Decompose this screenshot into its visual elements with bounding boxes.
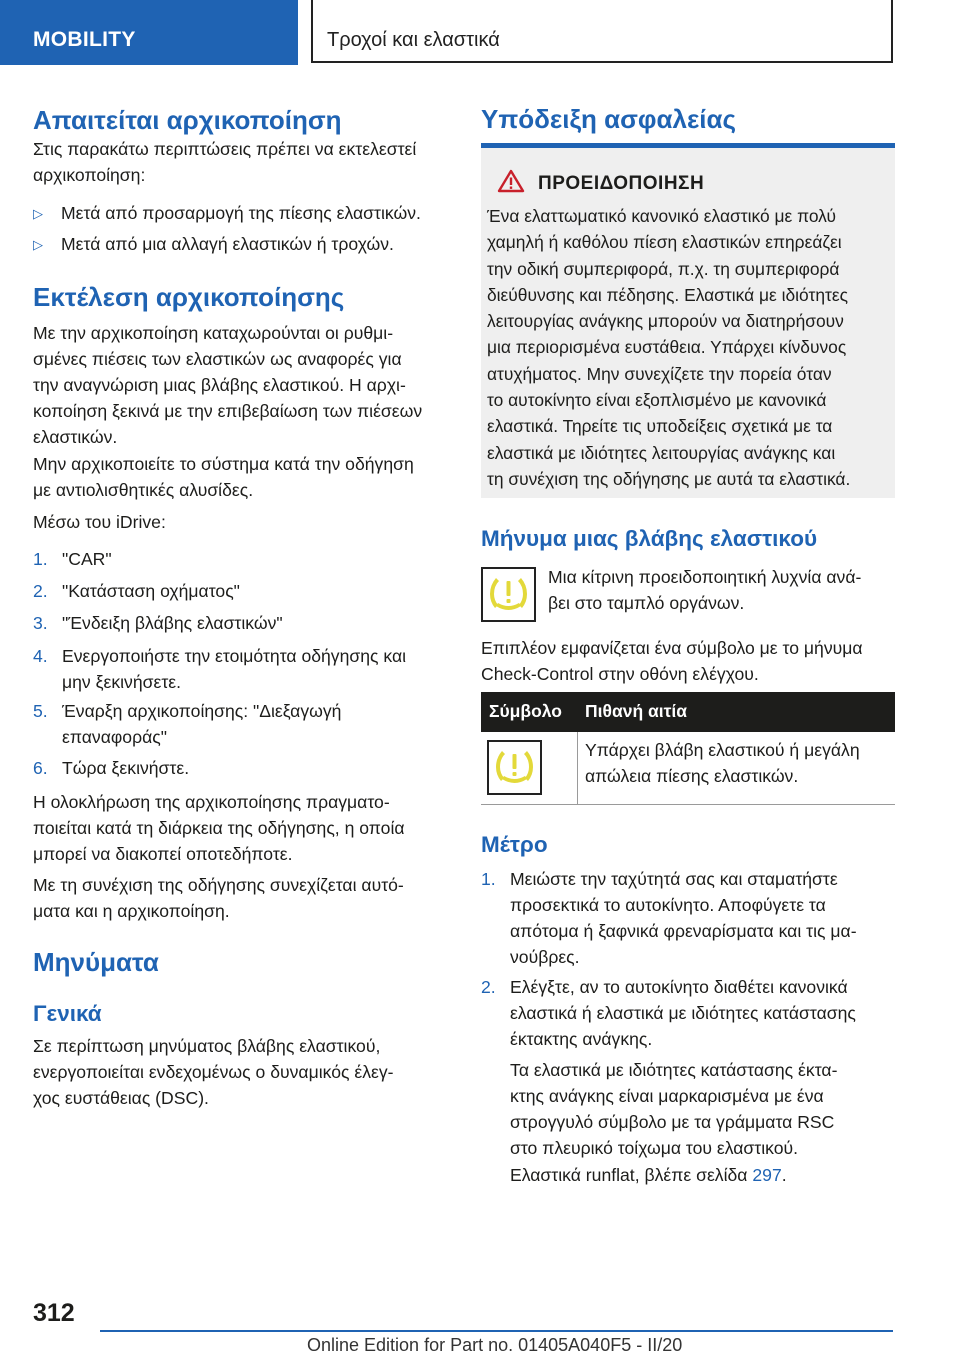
warning-box <box>481 143 895 498</box>
warning-title: ΠΡΟΕΙΔΟΠΟΙΗΣΗ <box>538 173 705 194</box>
step-text: Ελέγξτε, αν το αυτοκίνητο διαθέτει κανονικά <box>510 977 848 997</box>
table-bottom-rule <box>481 804 895 805</box>
step-text: "Κατάσταση οχήματος" <box>62 581 240 601</box>
text-line: Μια κίτρινη προειδοποιητική λυχνία ανά- <box>548 567 862 587</box>
text-line: ενεργοποιείται ενδεχομένως ο δυναμικός έλεγ- <box>33 1062 394 1082</box>
step-text: μην ξεκινήσετε. <box>62 672 181 692</box>
text-line: στο πλευρικό τοίχωμα του ελαστικού. <box>510 1138 799 1158</box>
tire-pressure-warning-icon <box>481 567 536 622</box>
text-line: χαμηλή ή καθόλου πίεση ελαστικών επηρεάζει <box>487 232 842 253</box>
init-required-intro <box>33 136 416 188</box>
edition-text: Online Edition for Part no. 01405A040F5 - II/20 <box>307 1335 683 1355</box>
text-line: με αντιολισθητικές αλυσίδες. <box>33 480 254 500</box>
text-line: βει στο ταμπλό οργάνων. <box>548 593 745 613</box>
heading-general: Γενικά <box>33 1001 102 1026</box>
text-line: Check-Control στην οθόνη ελέγχου. <box>481 664 759 684</box>
execute-para-5 <box>33 872 404 924</box>
page-number: 312 <box>33 1299 75 1327</box>
text-line: Η ολοκλήρωση της αρχικοποίησης πραγματο- <box>33 792 390 812</box>
step-text: νούβρες. <box>510 947 580 967</box>
step-text: προσεκτικά το αυτοκίνητο. Αποφύγετε τα <box>510 895 826 915</box>
text-line: την αναγνώριση μιας βλάβης ελαστικού. Η αρχι- <box>33 375 406 395</box>
text-line: Επιπλέον εμφανίζεται ένα σύμβολο με το μήνυμα <box>481 638 863 658</box>
step-item <box>33 610 453 636</box>
chapter-label: Τροχοί και ελαστικά <box>327 29 500 51</box>
text-line: ματα και η αρχικοποίηση. <box>33 901 230 921</box>
step-item <box>33 643 453 695</box>
step-text: Ενεργοποιήστε την ετοιμότητα οδήγησης και <box>62 646 407 666</box>
heading-execute-init: Εκτέλεση αρχικοποίησης <box>33 282 345 312</box>
heading-tire-fault-message: Μήνυμα μιας βλάβης ελαστικού <box>481 526 818 551</box>
table-header <box>481 692 895 732</box>
heading-measure: Μέτρο <box>481 832 548 857</box>
text-line: ελαστικά. Τηρείτε τις υποδείξεις σχετικά με τα <box>487 416 833 437</box>
page-reference-link[interactable]: 297 <box>752 1165 782 1185</box>
step-text: "Ένδειξη βλάβης ελαστικών" <box>62 613 283 633</box>
execute-para-2 <box>33 451 414 503</box>
execute-para-3: Μέσω του iDrive: <box>33 512 166 532</box>
measure-sub-para-2 <box>510 1162 787 1188</box>
step-text: απότομα ή ξαφνικά φρεναρίσματα και τις μα- <box>510 921 857 941</box>
text-line: χος ευστάθειας (DSC). <box>33 1088 209 1108</box>
bullet-triangle-icon: ▷ <box>33 206 43 221</box>
text-line: το αυτοκίνητο είναι εξοπλισμένο με κανονικά <box>487 390 827 411</box>
step-number: 3. <box>33 613 48 633</box>
text-span: . <box>781 1165 787 1185</box>
step-item <box>33 698 453 750</box>
text-line: Στις παρακάτω περιπτώσεις πρέπει να εκτελεστεί <box>33 139 417 159</box>
step-number: 2. <box>481 977 496 997</box>
text-line: την οδική συμπεριφορά, π.χ. τη συμπεριφορά <box>487 258 840 279</box>
measure-item <box>481 866 895 970</box>
execute-para-4 <box>33 789 405 867</box>
table-col-cause: Πιθανή αιτία <box>585 701 688 721</box>
heading-safety-note: Υπόδειξη ασφαλείας <box>481 104 737 134</box>
tire-pressure-warning-icon <box>487 740 542 795</box>
step-text: έκτακτης ανάγκης. <box>510 1029 653 1049</box>
step-number: 5. <box>33 701 48 721</box>
bullet-text: Μετά από προσαρμογή της πίεσης ελαστικών. <box>61 203 421 223</box>
step-number: 6. <box>33 758 48 778</box>
text-line: Μην αρχικοποιείτε το σύστημα κατά την οδήγηση <box>33 454 414 474</box>
step-number: 1. <box>481 869 496 889</box>
text-line: Τα ελαστικά με ιδιότητες κατάστασης έκτα- <box>510 1060 838 1080</box>
text-line: αρχικοποίηση: <box>33 165 146 185</box>
step-text: επαναφοράς" <box>62 727 167 747</box>
table-cell-cause <box>585 737 860 789</box>
text-line: ελαστικών. <box>33 427 118 447</box>
step-text: Έναρξη αρχικοποίησης: "Διεξαγωγή <box>62 701 342 721</box>
fault-para <box>481 635 863 687</box>
step-item <box>33 578 453 604</box>
step-text: "CAR" <box>62 549 112 569</box>
step-text: Τώρα ξεκινήστε. <box>62 758 190 778</box>
text-line: τη συνέχιση της οδήγησης με αυτά τα ελαστικά. <box>487 468 851 489</box>
section-tab <box>0 0 298 65</box>
table-col-symbol: Σύμβολο <box>489 701 562 721</box>
warning-text <box>487 203 891 492</box>
text-line: ποιείται κατά τη διάρκεια της οδήγησης, η οποία <box>33 818 405 838</box>
fault-lamp-text <box>548 564 861 616</box>
text-line: ελαστικά με ιδιότητες λειτουργίας ανάγκης και <box>487 442 836 463</box>
bullet-triangle-icon: ▷ <box>33 237 43 252</box>
bullet-text: Μετά από μια αλλαγή ελαστικών ή τροχών. <box>61 234 394 254</box>
step-text: ελαστικά ή ελαστικά με ιδιότητες κατάστασης <box>510 1003 856 1023</box>
execute-para-1 <box>33 320 422 450</box>
list-item <box>33 200 453 226</box>
heading-init-required: Απαιτείται αρχικοποίηση <box>33 105 342 135</box>
table-divider <box>577 732 578 804</box>
chapter-tab <box>311 0 893 63</box>
text-line: μια περιορισμένα ευστάθεια. Υπάρχει κίνδυνος <box>487 337 847 358</box>
text-line: Σε περίπτωση μηνύματος βλάβης ελαστικού, <box>33 1036 381 1056</box>
text-line: Υπάρχει βλάβη ελαστικού ή μεγάλη <box>585 740 860 760</box>
text-line: κοποίηση ξεκινά με την επιβεβαίωση των πιέσεων <box>33 401 423 421</box>
text-line: ατυχήματος. Μην συνεχίζετε την πορεία όταν <box>487 363 832 384</box>
section-label: MOBILITY <box>33 28 136 51</box>
text-span: Ελαστικά runflat, βλέπε σελίδα <box>510 1165 753 1185</box>
text-line: Με την αρχικοποίηση καταχωρούνται οι ρυθμι- <box>33 323 394 343</box>
text-line: απώλεια πίεσης ελαστικών. <box>585 766 799 786</box>
list-item <box>33 231 453 257</box>
text-line: Με τη συνέχιση της οδήγησης συνεχίζεται αυτό- <box>33 875 404 895</box>
warning-triangle-icon <box>497 169 525 193</box>
text-line: Ένα ελαττωματικό κανονικό ελαστικό με πολύ <box>487 206 836 226</box>
text-line: διεύθυνσης και πέδησης. Ελαστικά με ιδιότητες <box>487 284 848 305</box>
step-number: 2. <box>33 581 48 601</box>
general-para <box>33 1033 394 1111</box>
step-number: 1. <box>33 549 48 569</box>
step-item <box>33 546 453 572</box>
heading-messages: Μηνύματα <box>33 947 159 977</box>
measure-item <box>481 974 895 1052</box>
text-line: κτης ανάγκης είναι μαρκαρισμένα με ένα <box>510 1086 824 1106</box>
text-line: μπορεί να διακοπεί οποτεδήποτε. <box>33 844 293 864</box>
step-text: Μειώστε την ταχύτητά σας και σταματήστε <box>510 869 838 889</box>
text-line: λειτουργίας ανάγκης μπορούν να διατηρήσουν <box>487 311 844 332</box>
step-item <box>33 755 453 781</box>
step-number: 4. <box>33 646 48 666</box>
text-line: σμένες πιέσεις των ελαστικών ως αναφορές για <box>33 349 402 369</box>
footer-rule <box>100 1330 893 1332</box>
text-line: στρογγυλό σύμβολο με τα γράμματα RSC <box>510 1112 835 1132</box>
measure-sub-para-1 <box>510 1057 837 1161</box>
